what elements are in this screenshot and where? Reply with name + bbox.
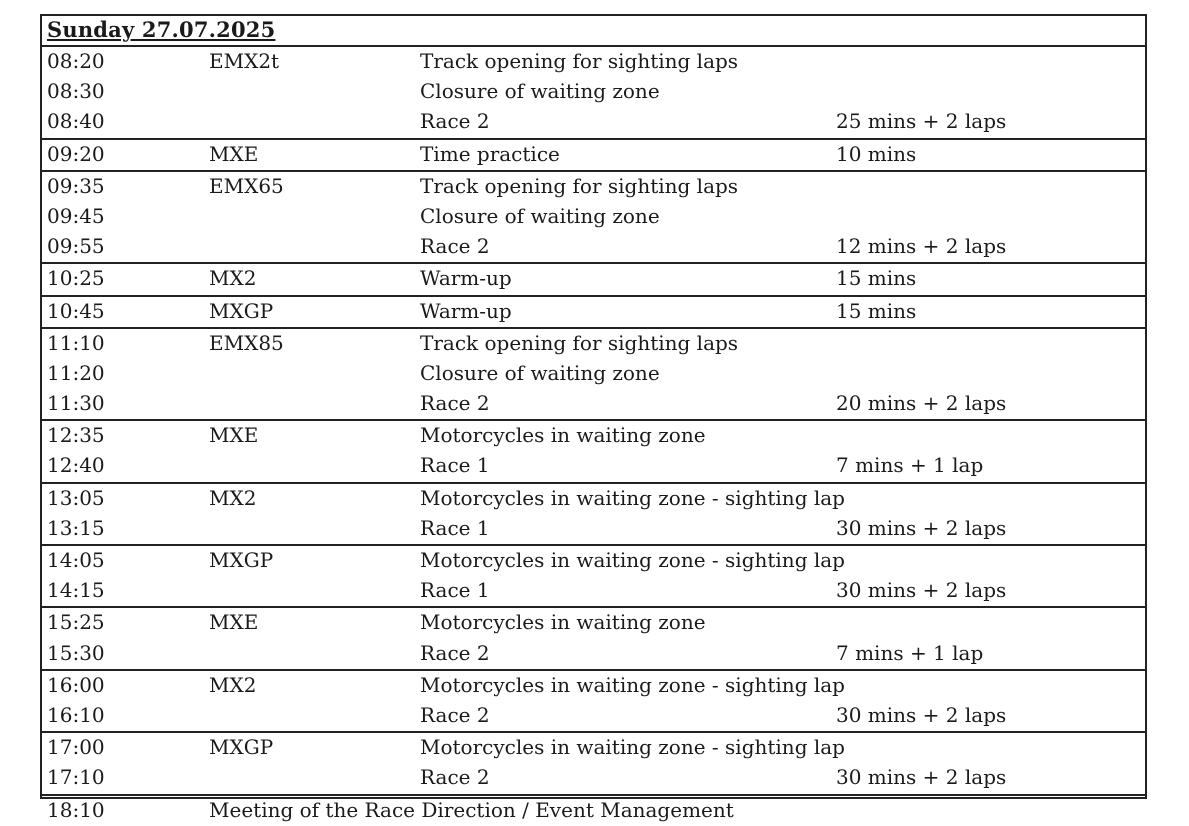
class-cell: MXE xyxy=(209,141,259,166)
schedule-group xyxy=(42,731,1145,793)
activity-cell: Motorcycles in waiting zone xyxy=(420,423,706,448)
table-row xyxy=(42,359,1145,389)
schedule-group xyxy=(42,606,1145,668)
table-row xyxy=(42,77,1145,107)
time-cell: 14:15 xyxy=(47,578,105,603)
activity-cell: Track opening for sighting laps xyxy=(420,330,739,355)
duration-cell: 12 mins + 2 laps xyxy=(836,234,1007,259)
schedule-group xyxy=(42,327,1145,420)
time-cell: 10:45 xyxy=(47,298,105,323)
activity-cell: Race 2 xyxy=(420,234,490,259)
duration-cell: 7 mins + 1 lap xyxy=(836,640,984,665)
table-row xyxy=(42,701,1145,731)
class-cell: MXE xyxy=(209,610,259,635)
class-cell: MXGP xyxy=(209,548,274,572)
table-row xyxy=(42,733,1145,763)
duration-cell: 30 mins + 2 laps xyxy=(836,578,1007,603)
activity-cell: Motorcycles in waiting zone - sighting lap xyxy=(420,672,845,697)
time-cell: 09:35 xyxy=(47,173,105,198)
schedule-table xyxy=(40,14,1147,822)
time-cell: 15:25 xyxy=(47,610,105,635)
time-cell: 14:05 xyxy=(47,548,105,572)
time-cell: 12:40 xyxy=(47,453,105,478)
table-row xyxy=(42,421,1145,451)
note-cell: Meeting of the Race Direction / Event Management xyxy=(209,797,734,822)
class-cell: MXE xyxy=(209,423,259,448)
duration-cell: 20 mins + 2 laps xyxy=(836,391,1007,416)
class-cell: EMX85 xyxy=(209,330,284,355)
time-cell: 17:10 xyxy=(47,765,105,790)
schedule-group xyxy=(42,138,1145,170)
table-row xyxy=(42,107,1145,137)
time-cell: 09:45 xyxy=(47,203,105,228)
duration-cell: 30 mins + 2 laps xyxy=(836,515,1007,540)
schedule-group xyxy=(42,262,1145,294)
table-row xyxy=(42,451,1145,481)
table-row xyxy=(42,484,1145,514)
time-cell: 09:20 xyxy=(47,141,105,166)
class-cell: MXGP xyxy=(209,735,274,760)
duration-cell: 25 mins + 2 laps xyxy=(836,109,1007,134)
table-row xyxy=(42,763,1145,793)
activity-cell: Closure of waiting zone xyxy=(420,203,660,228)
activity-cell: Motorcycles in waiting zone - sighting lap xyxy=(420,735,845,760)
time-cell: 08:30 xyxy=(47,79,105,104)
time-cell: 11:30 xyxy=(47,391,105,416)
activity-cell: Closure of waiting zone xyxy=(420,360,660,385)
table-row xyxy=(42,297,1145,327)
schedule-body xyxy=(42,47,1145,826)
activity-cell: Race 2 xyxy=(420,109,490,134)
table-row xyxy=(42,608,1145,638)
table-row xyxy=(42,576,1145,606)
schedule-group xyxy=(42,47,1145,138)
time-cell: 11:10 xyxy=(47,330,105,355)
time-cell: 08:40 xyxy=(47,109,105,134)
class-cell: MX2 xyxy=(209,266,257,291)
table-row xyxy=(42,671,1145,701)
duration-cell: 30 mins + 2 laps xyxy=(836,765,1007,790)
time-cell: 16:10 xyxy=(47,702,105,727)
activity-cell: Time practice xyxy=(420,141,560,166)
day-title: Sunday 27.07.2025 xyxy=(47,17,276,42)
activity-cell: Race 2 xyxy=(420,702,490,727)
activity-cell: Warm-up xyxy=(420,298,512,323)
table-row xyxy=(42,232,1145,262)
activity-cell: Motorcycles in waiting zone - sighting lap xyxy=(420,548,845,572)
time-cell: 11:20 xyxy=(47,360,105,385)
table-row xyxy=(42,639,1145,669)
time-cell: 18:10 xyxy=(47,797,105,822)
table-row xyxy=(42,546,1145,576)
table-row xyxy=(42,264,1145,294)
class-cell: MX2 xyxy=(209,672,257,697)
schedule-group xyxy=(42,482,1145,544)
schedule-group xyxy=(42,544,1145,606)
class-cell: MXGP xyxy=(209,298,274,323)
time-cell: 09:55 xyxy=(47,234,105,259)
schedule-group xyxy=(42,794,1145,826)
duration-cell: 7 mins + 1 lap xyxy=(836,453,984,478)
time-cell: 12:35 xyxy=(47,423,105,448)
table-row xyxy=(42,47,1145,77)
time-cell: 08:20 xyxy=(47,49,105,73)
schedule-group xyxy=(42,669,1145,731)
table-row xyxy=(42,514,1145,544)
table-row xyxy=(42,172,1145,202)
table-row xyxy=(42,389,1145,419)
table-row xyxy=(42,329,1145,359)
schedule-group xyxy=(42,419,1145,481)
activity-cell: Track opening for sighting laps xyxy=(420,49,739,73)
duration-cell: 15 mins xyxy=(836,266,917,291)
schedule-group xyxy=(42,295,1145,327)
time-cell: 16:00 xyxy=(47,672,105,697)
table-row xyxy=(42,202,1145,232)
activity-cell: Race 2 xyxy=(420,391,490,416)
time-cell: 13:15 xyxy=(47,515,105,540)
time-cell: 15:30 xyxy=(47,640,105,665)
class-cell: EMX65 xyxy=(209,173,284,198)
activity-cell: Race 2 xyxy=(420,765,490,790)
time-cell: 17:00 xyxy=(47,735,105,760)
activity-cell: Race 1 xyxy=(420,578,490,603)
duration-cell: 15 mins xyxy=(836,298,917,323)
table-row xyxy=(42,796,1145,826)
class-cell: EMX2t xyxy=(209,49,280,73)
activity-cell: Track opening for sighting laps xyxy=(420,173,739,198)
time-cell: 13:05 xyxy=(47,485,105,510)
schedule-group xyxy=(42,170,1145,263)
activity-cell: Closure of waiting zone xyxy=(420,79,660,104)
activity-cell: Race 2 xyxy=(420,640,490,665)
day-header xyxy=(42,16,1145,47)
class-cell: MX2 xyxy=(209,485,257,510)
duration-cell: 30 mins + 2 laps xyxy=(836,702,1007,727)
time-cell: 10:25 xyxy=(47,266,105,291)
activity-cell: Warm-up xyxy=(420,266,512,291)
table-row xyxy=(42,140,1145,170)
activity-cell: Motorcycles in waiting zone - sighting lap xyxy=(420,485,845,510)
duration-cell: 10 mins xyxy=(836,141,917,166)
activity-cell: Race 1 xyxy=(420,453,490,478)
activity-cell: Motorcycles in waiting zone xyxy=(420,610,706,635)
activity-cell: Race 1 xyxy=(420,515,490,540)
